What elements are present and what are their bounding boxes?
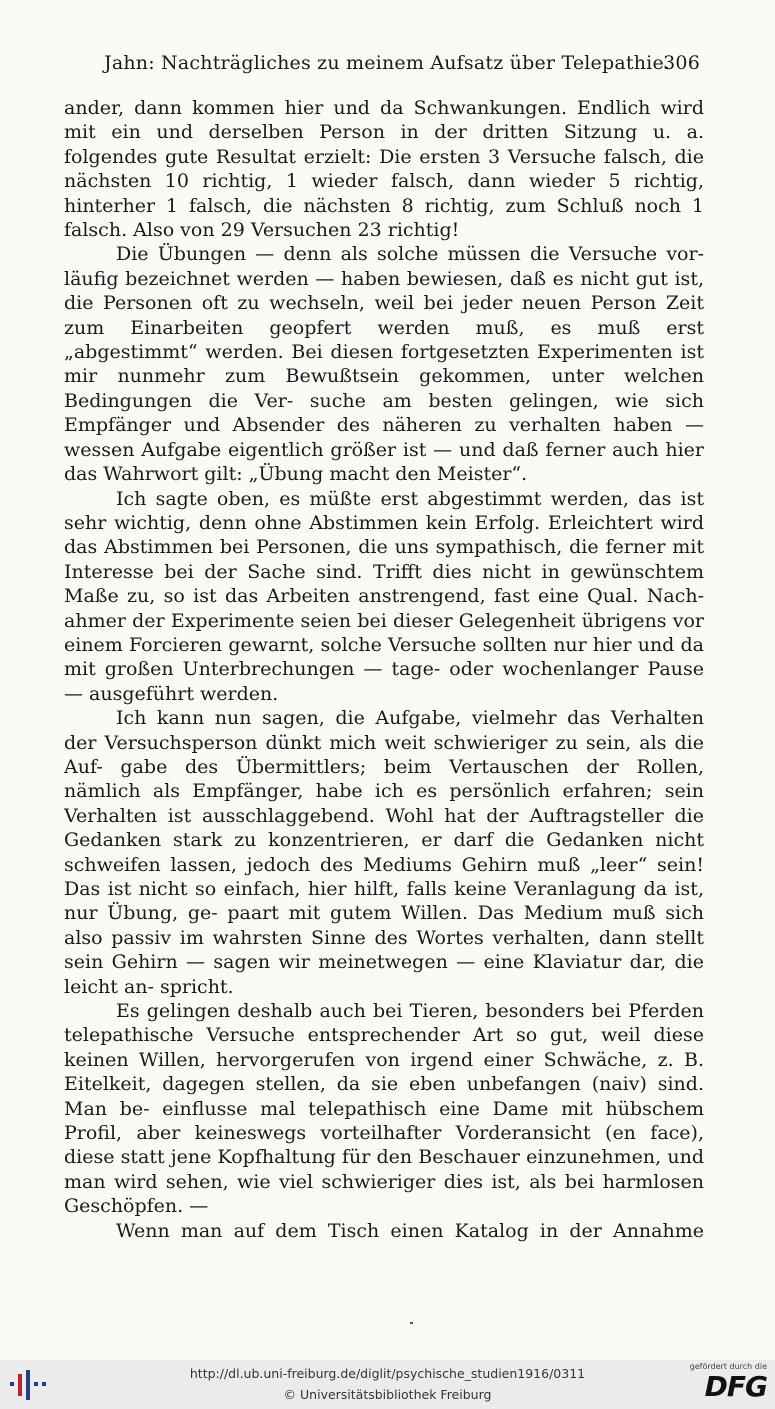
paragraph: ander, dann kommen hier und da Schwankungen. Endlich wird mit ein und derselben Person in der dritten Sitzung u. a. folgendes gute Resultat erzielt: Die ersten 3 Versuche falsch, die nächsten 10 richtig, 1 wieder falsch, dann wieder 5 richtig, hinterher 1 falsch, die nächsten 8 richtig, zum Schluß noch 1 falsch. Also von 29 Versuchen 23 richtig!: [64, 97, 704, 242]
dfg-tagline: gefördert durch die: [689, 1362, 767, 1371]
page-number: 306: [663, 52, 700, 74]
paragraph: Die Übungen — denn als solche müssen die Versuche vor- läufig bezeichnet werden — haben bewiesen, daß es nicht gut ist, die Personen oft zu wechseln, weil bei jeder neuen Person Zeit zum Einarbeiten geopfert werden muß, es muß erst „abgestimmt“ werden. Bei diesen fortgesetzten Experimenten ist mir nunmehr zum Bewußtsein gekommen, unter welchen Bedingungen die Ver- suche am besten gelingen, wie sich Empfänger und Absender des näheren zu verhalten haben — wessen Aufgabe eigentlich größer ist — und daß ferner auch hier das Wahrwort gilt: „Übung macht den Meister“.: [64, 243, 704, 486]
page-mark: [410, 1322, 413, 1324]
paragraph: Es gelingen deshalb auch bei Tieren, besonders bei Pferden telepathische Versuche entsprechender Art so gut, weil diese keinen Willen, hervorgerufen von irgend einer Schwäche, z. B. Eitelkeit, dagegen stellen, da sie eben unbefangen (naiv) sind. Man be- einflusse mal telepathisch eine Dame mit hübschem Profil, aber keineswegs vorteilhafter Vorderansicht (en face), diese statt jene Kopfhaltung für den Beschauer einzunehmen, und man wird sehen, wie viel schwieriger dies ist, als bei harmlosen Geschöpfen. —: [64, 1000, 704, 1218]
body-text: [64, 96, 704, 1243]
header-title: Jahn: Nachträgliches zu meinem Aufsatz über Telepathie.: [104, 52, 671, 74]
running-header: [66, 52, 700, 80]
paragraph: Ich sagte oben, es müßte erst abgestimmt werden, das ist sehr wichtig, denn ohne Abstimmen kein Erfolg. Erleichtert wird das Abstimmen bei Personen, die uns sympathisch, die ferner mit Interesse bei der Sache sind. Trifft dies nicht in gewünschtem Maße zu, so ist das Arbeiten anstrengend, fast eine Qual. Nach- ahmer der Experimente seien bei dieser Gelegenheit übrigens vor einem Forcieren gewarnt, solche Versuche sollten nur hier und da mit großen Unterbrechungen — tage- oder wochenlanger Pause — ausgeführt werden.: [64, 487, 704, 705]
dfg-logo: DFG: [704, 1370, 767, 1403]
paragraph: Wenn man auf dem Tisch einen Katalog in der Annahme: [116, 1219, 704, 1242]
viewer-footer: [0, 1360, 775, 1409]
copyright-text: © Universitätsbibliothek Freiburg: [283, 1387, 492, 1402]
source-url-link[interactable]: http://dl.ub.uni-freiburg.de/diglit/psychische_studien1916/0311: [189, 1366, 586, 1381]
paragraph: Ich kann nun sagen, die Aufgabe, vielmehr das Verhalten der Versuchsperson dünkt mich weit schwieriger zu sein, als die Auf- gabe des Übermittlers; beim Vertauschen der Rollen, nämlich als Empfänger, habe ich es persönlich erfahren; sein Verhalten ist ausschlaggebend. Wohl hat der Auftragsteller die Gedanken stark zu konzentrieren, er darf die Gedanken nicht schweifen lassen, jedoch des Mediums Gehirn muß „leer“ sein! Das ist nicht so einfach, hier hilft, falls keine Veranlagung da ist, nur Übung, ge- paart mit gutem Willen. Das Medium muß sich also passiv im wahrsten Sinne des Wortes verhalten, dann stellt sein Gehirn — sagen wir meinetwegen — eine Klaviatur dar, die leicht an- spricht.: [64, 707, 704, 998]
